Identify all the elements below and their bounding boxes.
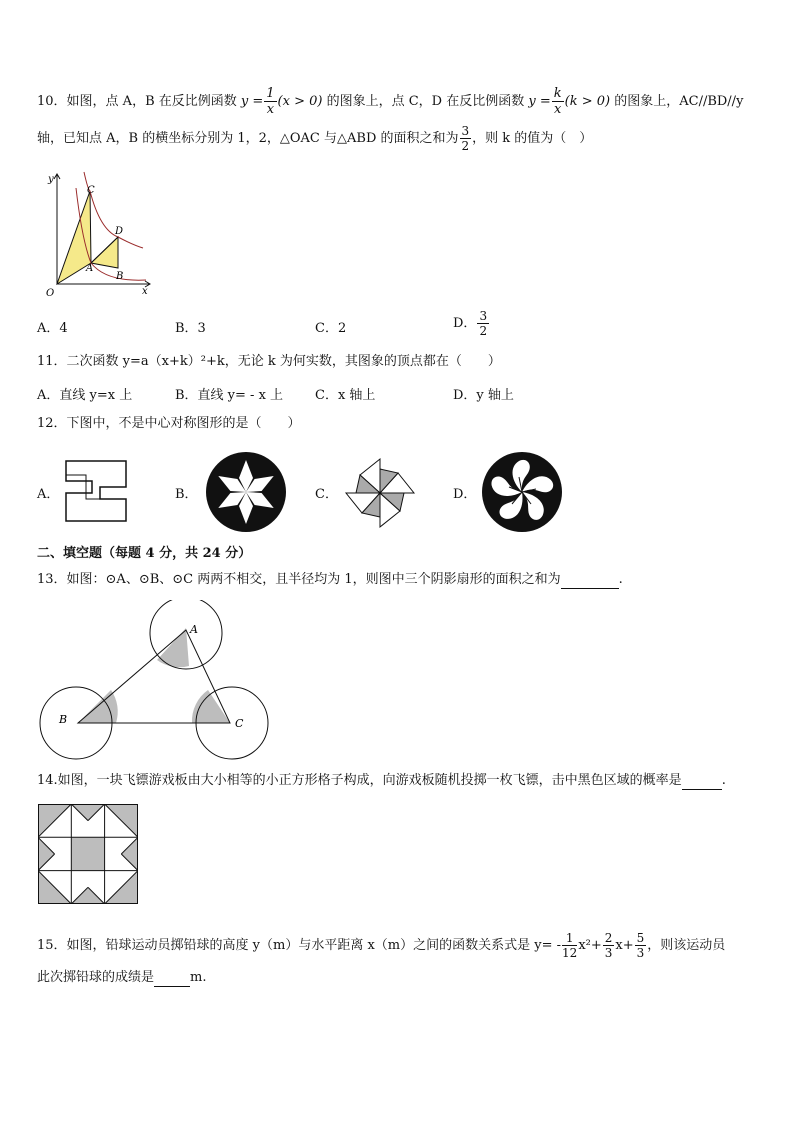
q10-func2-den: x (554, 102, 562, 117)
q10-option-c[interactable]: C．2 (315, 321, 347, 336)
q15-coef1-den: 12 (562, 946, 578, 960)
q10-option-d-den: 2 (479, 324, 488, 338)
q10-text-d: 轴，已知点 A，B 的横坐标分别为 1，2，△OAC 与△ABD 的面积之和为 (37, 131, 459, 146)
q10-graph (38, 170, 158, 300)
q11-option-a[interactable]: A．直线 y=x 上 (37, 388, 133, 403)
q10-option-a[interactable]: A．4 (37, 321, 68, 336)
q10-func2-num: k (553, 86, 562, 101)
q13-sector-c (192, 690, 230, 723)
q10-area-frac (460, 124, 472, 153)
q15-coef3-den: 3 (636, 946, 645, 960)
q15-coef2-den: 3 (604, 946, 613, 960)
q15-text-c: 此次掷铅球的成绩是 (37, 970, 155, 985)
q15-term2: x+ (615, 938, 634, 953)
q12-option-b[interactable]: B． (175, 487, 198, 502)
section2-title: 二、填空题（每题 4 分，共 24 分） (37, 546, 252, 561)
q14-answer-blank[interactable] (682, 771, 722, 790)
q10-label-d: D (115, 226, 124, 237)
q12-option-a[interactable]: A． (37, 487, 60, 502)
q10-option-d-frac (477, 309, 489, 338)
q13-label-b: B (59, 713, 68, 726)
q10-func2-frac (552, 86, 564, 117)
q10-func2-y: y = (528, 94, 551, 109)
q10-text-a: 10．如图，点 A，B 在反比例函数 (37, 94, 237, 109)
q12-figure-c (342, 455, 418, 531)
q15-coef1-num: 1 (562, 931, 577, 946)
q10-text-e: ，则 k 的值为（ ） (472, 131, 593, 146)
q12-figure-d (481, 451, 563, 533)
q15-text-b: ，则该运动员 (647, 938, 726, 953)
q14-end: . (721, 773, 726, 788)
q13-figure (36, 600, 276, 760)
q14-line (37, 771, 726, 790)
q14-dartboard (38, 804, 138, 904)
q12-option-d[interactable]: D． (453, 487, 477, 502)
q13-end: . (618, 572, 623, 587)
q12-option-c[interactable]: C． (315, 487, 338, 502)
q10-option-d-num: 3 (479, 309, 488, 323)
q10-label-o: O (46, 288, 55, 299)
q11-option-b[interactable]: B．直线 y= - x 上 (175, 388, 284, 403)
q10-func1-y: y = (240, 94, 264, 109)
q11-stem: 11．二次函数 y=a（x+k）²+k，无论 k 为何实数，其图象的顶点都在（ ） (37, 354, 501, 369)
q10-func2-cond: (k > 0) (564, 94, 611, 109)
q10-area-den: 2 (461, 139, 470, 153)
q15-term1: x²+ (578, 938, 602, 953)
q10-func1-cond: (x > 0) (277, 94, 323, 109)
q12-figure-a (64, 459, 128, 523)
q13-label-c: C (235, 717, 244, 730)
q10-func1-frac (264, 86, 276, 117)
q10-func1-den: x (266, 102, 275, 117)
q10-text-c: 的图象上，AC//BD//y (614, 94, 744, 109)
q10-option-b[interactable]: B．3 (175, 321, 206, 336)
q15-coef2-num: 2 (604, 931, 613, 945)
q15-text-a: 15．如图，铅球运动员掷铅球的高度 y（m）与水平距离 x（m）之间的函数关系式是 y= - (37, 938, 562, 953)
q12-stem: 12．下图中，不是中心对称图形的是（ ） (37, 416, 301, 431)
q10-triangle-abd (91, 237, 118, 268)
q13-label-a: A (190, 623, 198, 636)
q12-a-shape (66, 461, 126, 521)
q15-coef3 (635, 931, 647, 960)
q14-stem: 14.如图，一块飞镖游戏板由大小相等的小正方形格子构成，向游戏板随机投掷一枚飞镖，击中黑色区域的概率是 (37, 773, 682, 788)
q10-label-c: C (87, 185, 95, 196)
q10-curve-k-over-x (84, 172, 143, 248)
q15-line1 (37, 931, 725, 960)
q15-coef2 (603, 931, 615, 960)
q12-c-pinwheel-icon (346, 459, 414, 527)
q10-line1 (37, 86, 743, 117)
q15-coef1 (562, 931, 577, 960)
q10-option-d-label: D． (453, 316, 477, 331)
q13-answer-blank[interactable] (561, 570, 619, 589)
q10-label-a: A (86, 263, 94, 274)
q15-answer-blank[interactable] (154, 968, 190, 987)
q10-label-y: y (48, 174, 54, 185)
q10-line2 (37, 124, 592, 153)
q10-label-x: x (142, 286, 148, 297)
q15-line2 (37, 968, 206, 987)
q15-text-d: m. (190, 970, 207, 985)
q11-option-d[interactable]: D．y 轴上 (453, 388, 514, 403)
q10-option-d[interactable] (453, 309, 490, 338)
q12-figure-b (205, 451, 287, 533)
q10-text-b: 的图象上，点 C，D 在反比例函数 (326, 94, 525, 109)
q13-stem: 13．如图：⊙A、⊙B、⊙C 两两不相交，且半径均为 1，则图中三个阴影扇形的面积之和为 (37, 572, 561, 587)
q11-option-c[interactable]: C．x 轴上 (315, 388, 376, 403)
q10-area-num: 3 (461, 124, 470, 138)
q10-label-b: B (116, 271, 124, 282)
q15-coef3-num: 5 (636, 931, 645, 945)
q10-func1-num: 1 (266, 86, 275, 101)
q13-line (37, 570, 623, 589)
q13-sector-a (157, 628, 189, 667)
q14-shaded-regions (38, 804, 138, 904)
